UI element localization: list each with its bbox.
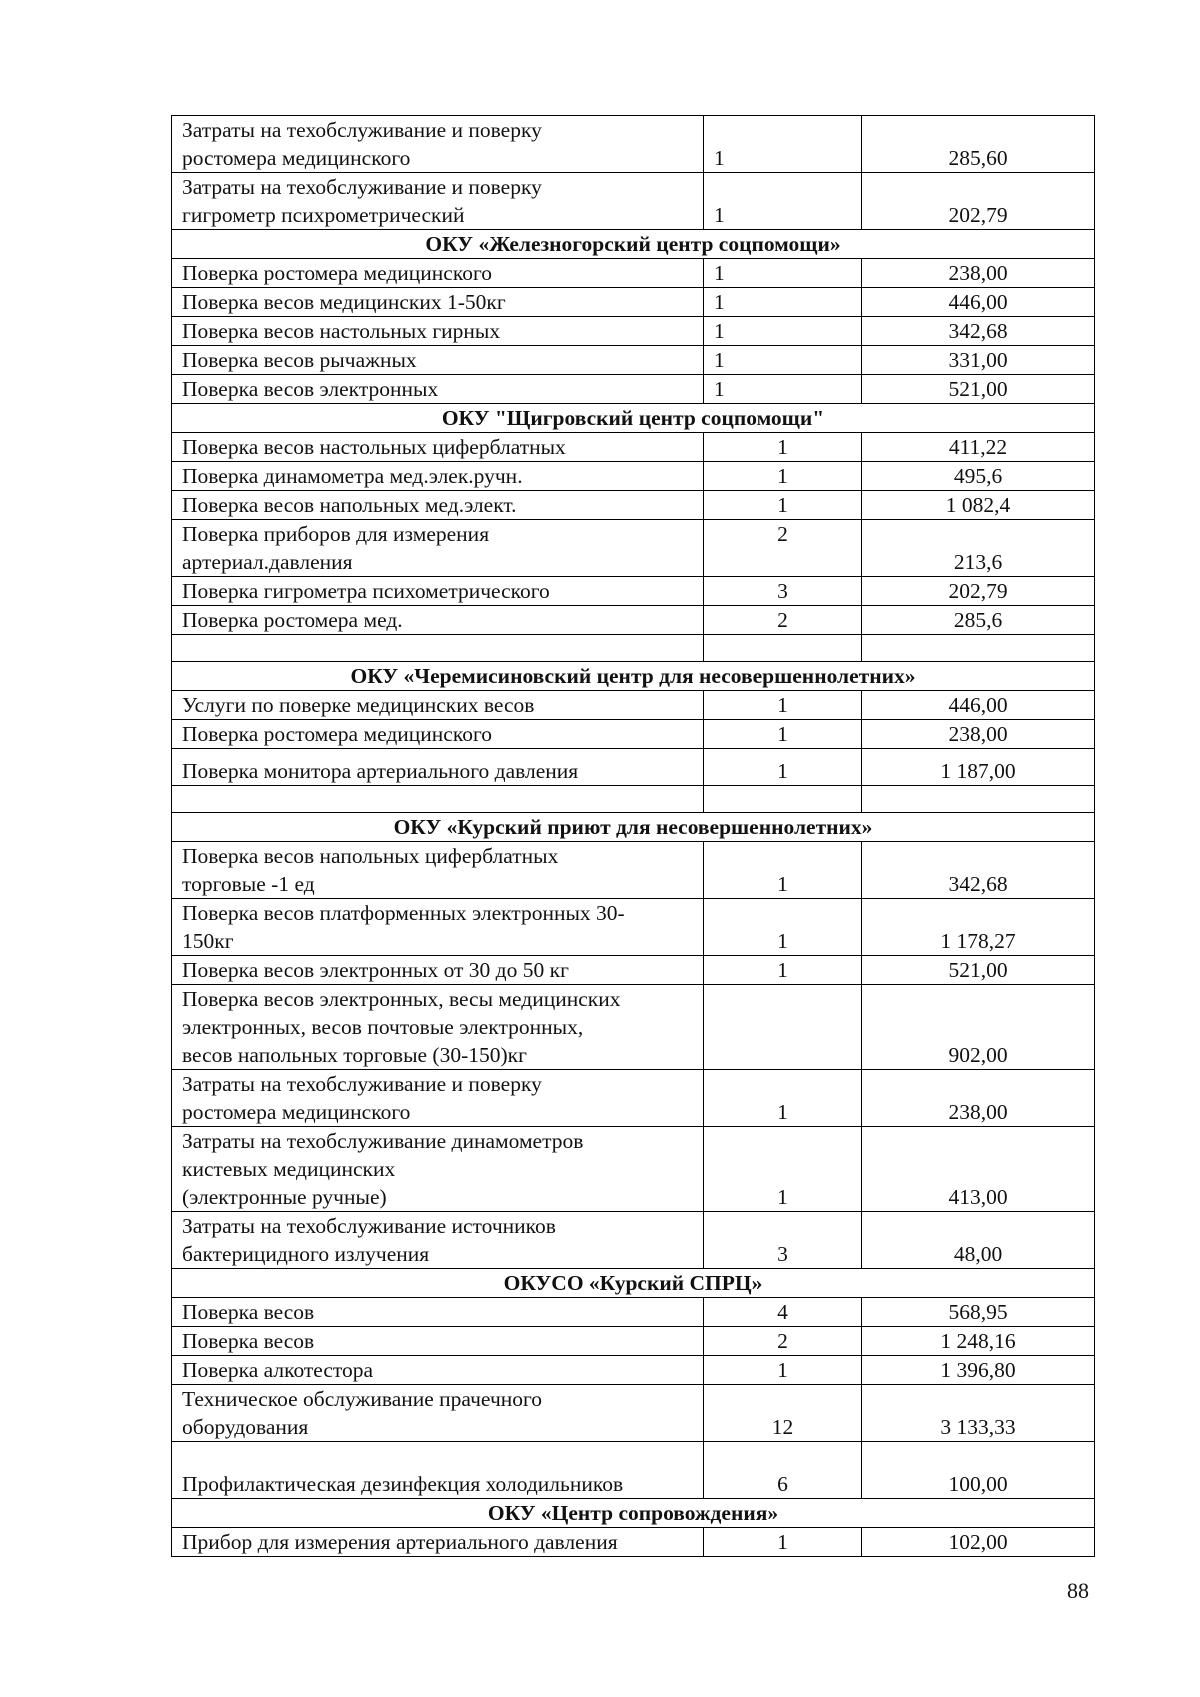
table-row (172, 577, 1095, 606)
table-row (172, 375, 1095, 404)
item-name-line: Поверка весов настольных гирных (182, 319, 501, 343)
quantity-cell: 1 (704, 462, 862, 491)
item-name-cell (172, 116, 704, 173)
empty-row (172, 635, 1095, 662)
quantity-cell: 1 (704, 956, 862, 985)
quantity-cell: 3 (704, 577, 862, 606)
amount-cell: 1 396,80 (862, 1356, 1095, 1385)
quantity-cell: 1 (704, 749, 862, 786)
table-row (172, 288, 1095, 317)
section-header-row (172, 813, 1095, 842)
item-name-cell (172, 462, 704, 491)
item-name-line: Поверка гигрометра психометрического (182, 579, 550, 603)
quantity-cell: 1 (704, 433, 862, 462)
table-row (172, 1356, 1095, 1385)
amount-cell: 411,22 (862, 433, 1095, 462)
quantity-cell: 2 (704, 606, 862, 635)
item-name-cell (172, 491, 704, 520)
table-row (172, 346, 1095, 375)
table-row (172, 1212, 1095, 1269)
empty-row (172, 786, 1095, 813)
quantity-cell: 1 (704, 1127, 862, 1212)
quantity-cell: 1 (704, 691, 862, 720)
amount-cell: 446,00 (862, 691, 1095, 720)
item-name-line: Поверка весов медицинских 1-50кг (182, 290, 506, 314)
item-name-line: Техническое обслуживание прачечного (182, 1387, 543, 1411)
empty-cell (172, 786, 704, 813)
item-name-line: Поверка ростомера медицинского (182, 261, 492, 285)
table-row (172, 491, 1095, 520)
amount-cell: 202,79 (862, 173, 1095, 230)
item-name-line: Поверка алкотестора (182, 1358, 374, 1382)
quantity-cell: 2 (704, 1327, 862, 1356)
table-row (172, 520, 1095, 577)
quantity-cell: 1 (704, 375, 862, 404)
item-name-line: Поверка весов электронных (182, 377, 439, 401)
amount-cell: 48,00 (862, 1212, 1095, 1269)
amount-cell: 1 248,16 (862, 1327, 1095, 1356)
item-name-cell (172, 317, 704, 346)
item-name-cell (172, 749, 704, 786)
item-name-line: Услуги по поверке медицинских весов (182, 693, 535, 717)
item-name-line: Поверка весов настольных циферблатных (182, 435, 566, 459)
item-name-line: артериал.давления (182, 550, 353, 574)
amount-cell: 238,00 (862, 259, 1095, 288)
table-row (172, 1442, 1095, 1499)
item-name-line: торговые -1 ед (182, 872, 315, 896)
amount-cell: 1 082,4 (862, 491, 1095, 520)
quantity-cell: 1 (704, 317, 862, 346)
item-name-line: Поверка весов рычажных (182, 348, 417, 372)
amount-cell: 285,60 (862, 116, 1095, 173)
empty-cell (172, 635, 704, 662)
table-row (172, 956, 1095, 985)
amount-cell: 238,00 (862, 720, 1095, 749)
item-name-cell (172, 985, 704, 1070)
quantity-cell: 1 (704, 173, 862, 230)
item-name-cell (172, 842, 704, 899)
table-row (172, 1385, 1095, 1442)
item-name-line: Поверка весов (182, 1300, 315, 1324)
table-row (172, 899, 1095, 956)
quantity-cell: 1 (704, 259, 862, 288)
item-name-cell (172, 956, 704, 985)
empty-cell (862, 786, 1095, 813)
amount-cell: 521,00 (862, 956, 1095, 985)
section-header-row (172, 1269, 1095, 1298)
item-name-line: Поверка монитора артериального давления (182, 759, 579, 783)
table-row (172, 842, 1095, 899)
section-header-row (172, 1499, 1095, 1528)
item-name-cell (172, 1528, 704, 1557)
table-row (172, 259, 1095, 288)
item-name-line: Поверка весов (182, 1329, 315, 1353)
quantity-cell: 2 (704, 520, 862, 577)
section-header-row (172, 662, 1095, 691)
item-name-line: Затраты на техобслуживание и поверку (182, 118, 542, 142)
table-row (172, 1127, 1095, 1212)
section-title: ОКУ «Курский приют для несовершеннолетних» (172, 813, 1095, 842)
empty-cell (704, 635, 862, 662)
quantity-cell: 1 (704, 1528, 862, 1557)
amount-cell: 3 133,33 (862, 1385, 1095, 1442)
section-title: ОКУ "Щигровский центр соцпомощи" (172, 404, 1095, 433)
item-name-line: электронных, весов почтовые электронных, (182, 1015, 584, 1039)
item-name-line: бактерицидного излучения (182, 1242, 430, 1266)
table-row (172, 173, 1095, 230)
item-name-line: Профилактическая дезинфекция холодильников (182, 1472, 624, 1496)
amount-cell: 1 187,00 (862, 749, 1095, 786)
item-name-line: гигрометр психрометрический (182, 203, 465, 227)
amount-cell: 902,00 (862, 985, 1095, 1070)
table-row (172, 985, 1095, 1070)
amount-cell: 342,68 (862, 317, 1095, 346)
table-row (172, 1070, 1095, 1127)
item-name-line: Затраты на техобслуживание источников (182, 1214, 556, 1238)
quantity-cell: 1 (704, 346, 862, 375)
item-name-cell (172, 173, 704, 230)
section-title: ОКУСО «Курский СПРЦ» (172, 1269, 1095, 1298)
item-name-line (182, 1442, 693, 1470)
quantity-cell: 1 (704, 1356, 862, 1385)
section-title: ОКУ «Центр сопровождения» (172, 1499, 1095, 1528)
section-header-row (172, 404, 1095, 433)
item-name-cell (172, 1385, 704, 1442)
quantity-cell: 4 (704, 1298, 862, 1327)
item-name-cell (172, 288, 704, 317)
item-name-line: Поверка весов платформенных электронных 30- (182, 901, 625, 925)
amount-cell: 495,6 (862, 462, 1095, 491)
item-name-cell (172, 520, 704, 577)
table-row (172, 606, 1095, 635)
item-name-line: весов напольных торговые (30-150)кг (182, 1043, 527, 1067)
table-row (172, 720, 1095, 749)
item-name-line: Поверка весов электронных, весы медицинских (182, 987, 621, 1011)
item-name-cell (172, 606, 704, 635)
amount-cell: 1 178,27 (862, 899, 1095, 956)
table-row (172, 749, 1095, 786)
amount-cell: 202,79 (862, 577, 1095, 606)
amount-cell: 342,68 (862, 842, 1095, 899)
item-name-line: Затраты на техобслуживание и поверку (182, 175, 542, 199)
quantity-cell: 3 (704, 1212, 862, 1269)
amount-cell: 521,00 (862, 375, 1095, 404)
item-name-cell (172, 720, 704, 749)
table-row (172, 1298, 1095, 1327)
item-name-cell (172, 1127, 704, 1212)
item-name-cell (172, 1442, 704, 1499)
item-name-line: Поверка ростомера медицинского (182, 722, 492, 746)
item-name-cell (172, 1356, 704, 1385)
amount-cell: 285,6 (862, 606, 1095, 635)
amount-cell: 568,95 (862, 1298, 1095, 1327)
table-row (172, 116, 1095, 173)
item-name-cell (172, 346, 704, 375)
quantity-cell: 6 (704, 1442, 862, 1499)
item-name-line: Поверка весов напольных мед.элект. (182, 493, 517, 517)
item-name-cell (172, 1327, 704, 1356)
section-header-row (172, 230, 1095, 259)
quantity-cell: 1 (704, 491, 862, 520)
quantity-cell: 1 (704, 1070, 862, 1127)
item-name-cell (172, 1298, 704, 1327)
cost-table (171, 115, 1095, 1557)
table-row (172, 433, 1095, 462)
table-row (172, 691, 1095, 720)
table-row (172, 1528, 1095, 1557)
item-name-cell (172, 433, 704, 462)
amount-cell: 413,00 (862, 1127, 1095, 1212)
item-name-line: Поверка весов напольных циферблатных (182, 844, 559, 868)
page-number: 88 (1067, 1578, 1089, 1603)
amount-cell: 100,00 (862, 1442, 1095, 1499)
table-row (172, 317, 1095, 346)
amount-cell: 446,00 (862, 288, 1095, 317)
item-name-line: Поверка весов электронных от 30 до 50 кг (182, 958, 569, 982)
section-title: ОКУ «Черемисиновский центр для несовершеннолетних» (172, 662, 1095, 691)
table-body (172, 116, 1095, 1557)
item-name-cell (172, 1212, 704, 1269)
quantity-cell: 1 (704, 720, 862, 749)
quantity-cell (704, 985, 862, 1070)
item-name-line: Прибор для измерения артериального давления (182, 1530, 618, 1554)
item-name-line: кистевых медицинских (182, 1157, 396, 1181)
quantity-cell: 12 (704, 1385, 862, 1442)
section-title: ОКУ «Железногорский центр соцпомощи» (172, 230, 1095, 259)
item-name-cell (172, 899, 704, 956)
item-name-line: Поверка ростомера мед. (182, 608, 403, 632)
item-name-cell (172, 259, 704, 288)
item-name-cell (172, 1070, 704, 1127)
item-name-line: (электронные ручные) (182, 1185, 387, 1209)
item-name-line: ростомера медицинского (182, 1100, 411, 1124)
amount-cell: 331,00 (862, 346, 1095, 375)
amount-cell: 213,6 (862, 520, 1095, 577)
item-name-line: Затраты на техобслуживание и поверку (182, 1072, 542, 1096)
amount-cell: 102,00 (862, 1528, 1095, 1557)
item-name-cell (172, 375, 704, 404)
table-row (172, 1327, 1095, 1356)
quantity-cell: 1 (704, 288, 862, 317)
item-name-line: Затраты на техобслуживание динамометров (182, 1129, 584, 1153)
item-name-line: оборудования (182, 1415, 309, 1439)
quantity-cell: 1 (704, 899, 862, 956)
item-name-line: ростомера медицинского (182, 146, 411, 170)
quantity-cell: 1 (704, 842, 862, 899)
item-name-cell (172, 577, 704, 606)
quantity-cell: 1 (704, 116, 862, 173)
item-name-line: Поверка приборов для измерения (182, 522, 490, 546)
item-name-cell (172, 691, 704, 720)
amount-cell: 238,00 (862, 1070, 1095, 1127)
empty-cell (704, 786, 862, 813)
empty-cell (862, 635, 1095, 662)
item-name-line: 150кг (182, 929, 234, 953)
table-row (172, 462, 1095, 491)
item-name-line: Поверка динамометра мед.элек.ручн. (182, 464, 523, 488)
